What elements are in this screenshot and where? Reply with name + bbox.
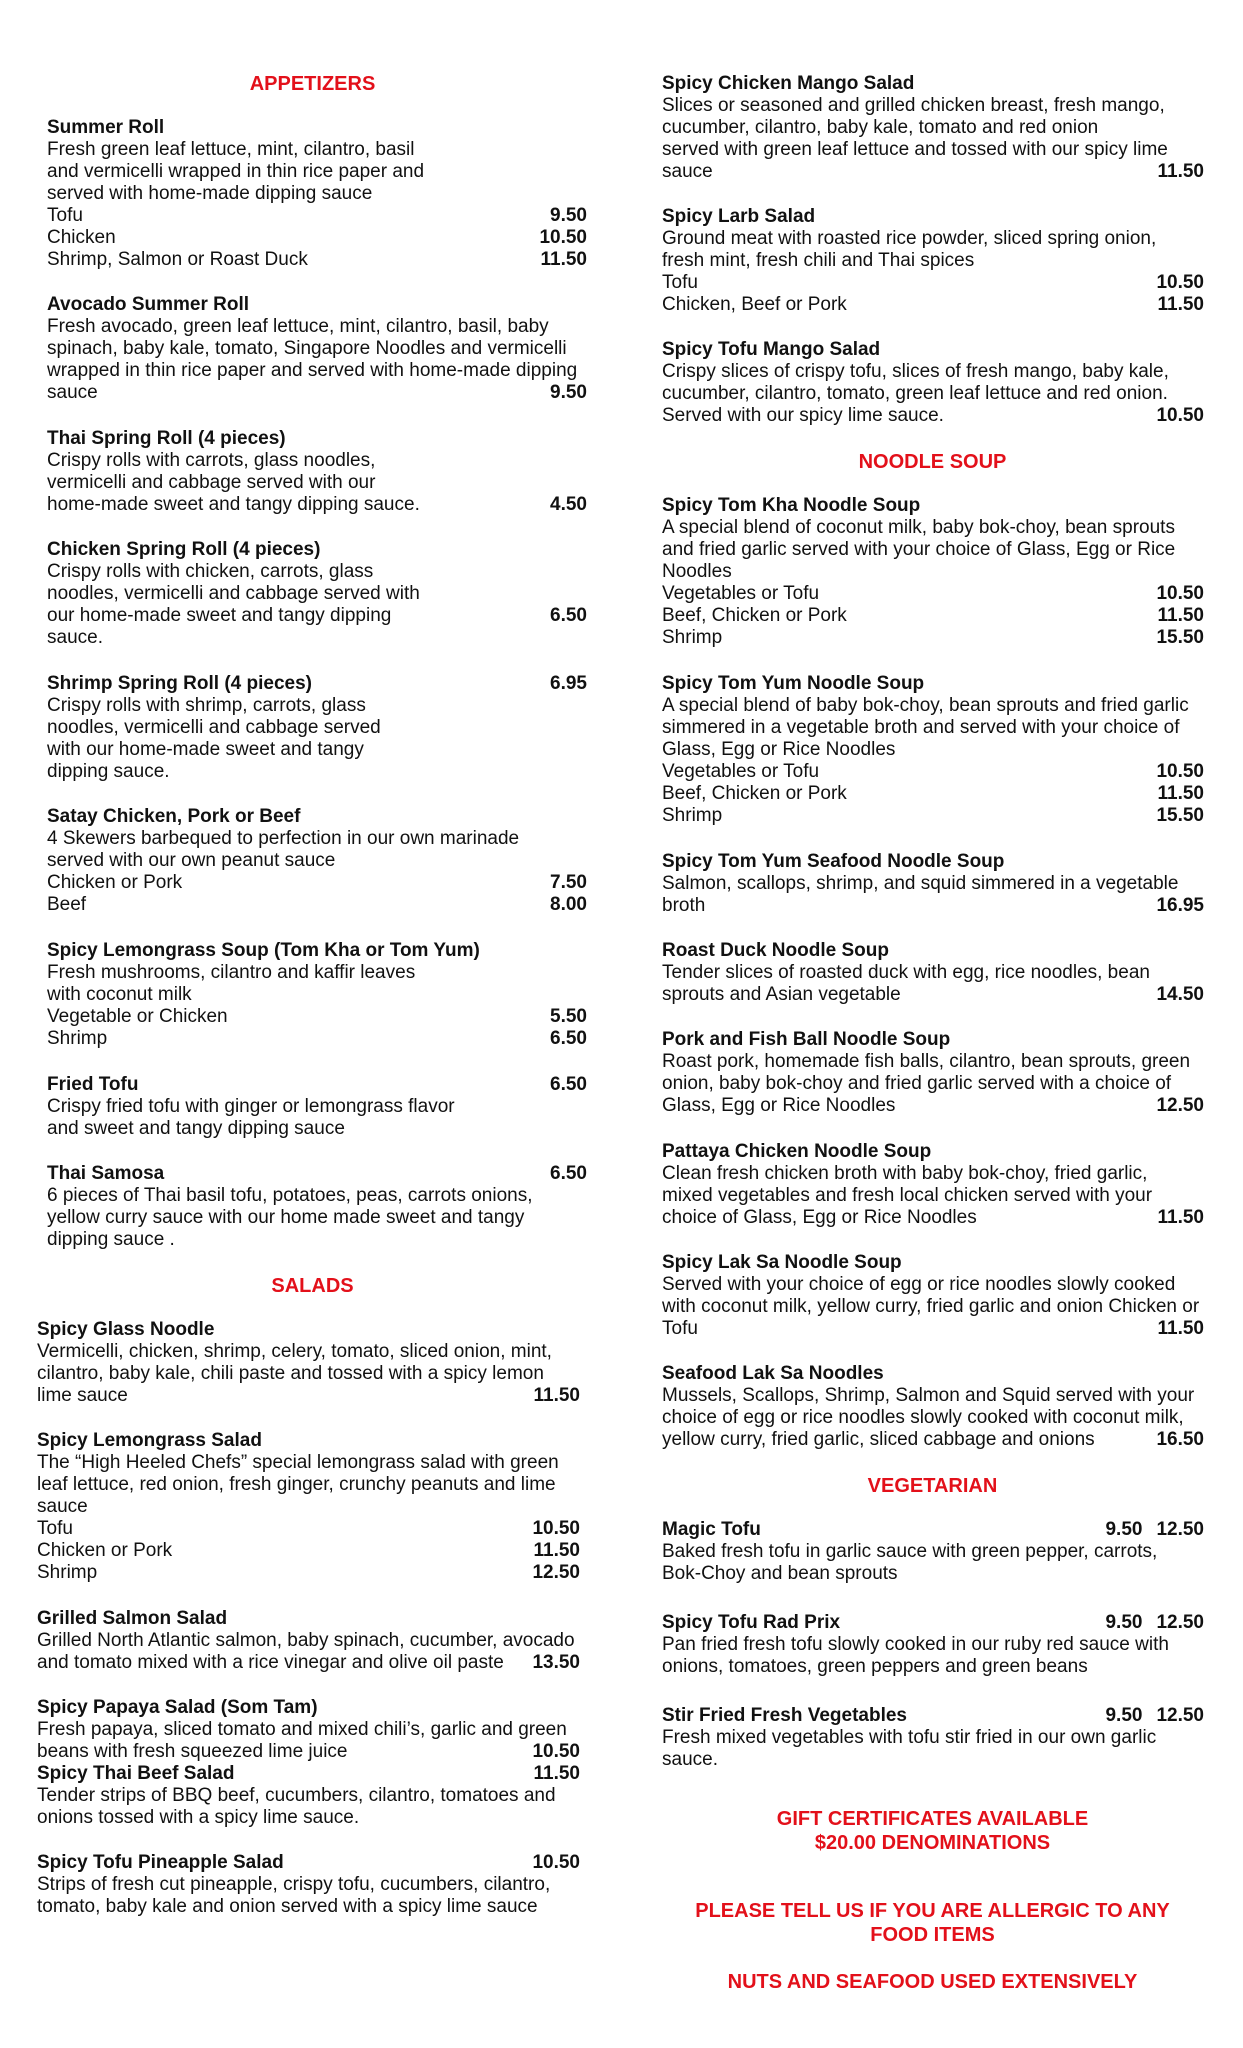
item-description: sauce [662, 161, 713, 182]
menu-item [662, 1029, 1204, 1117]
item-name-row [662, 1612, 1204, 1634]
item-description: with coconut milk [47, 984, 192, 1005]
menu-item [47, 940, 587, 1050]
item-price: 11.50 [1157, 1318, 1204, 1339]
option-price: 11.50 [540, 249, 587, 270]
item-name: Pattaya Chicken Noodle Soup [662, 1141, 932, 1162]
option-price: 10.50 [532, 1518, 580, 1539]
item-description: simmered in a vegetable broth and served with your choice of [662, 717, 1180, 738]
item-price: 11.50 [533, 1763, 580, 1784]
menu-item [662, 851, 1204, 917]
option-label: Chicken [47, 227, 116, 248]
item-price-small: 9.50 [1105, 1519, 1143, 1540]
item-description: A special blend of baby bok-choy, bean sprouts and fried garlic [662, 695, 1189, 716]
item-option-row [662, 294, 1204, 316]
item-description: noodles, vermicelli and cabbage served with [47, 583, 420, 604]
item-price: 14.50 [1156, 984, 1204, 1005]
item-description: mixed vegetables and fresh local chicken served with your [662, 1185, 1153, 1206]
item-description: Crispy slices of crispy tofu, slices of fresh mango, baby kale, [662, 361, 1169, 382]
menu-item [662, 673, 1204, 827]
menu-item [662, 1252, 1204, 1340]
option-price: 5.50 [550, 1006, 587, 1027]
item-option-row [47, 894, 587, 916]
item-option-row [47, 1028, 587, 1050]
notice-line: FOOD ITEMS [870, 1924, 995, 1946]
item-name: Spicy Papaya Salad (Som Tam) [37, 1697, 318, 1718]
option-price: 11.50 [533, 1540, 580, 1561]
item-name-row [47, 1074, 587, 1096]
item-name: Grilled Salmon Salad [37, 1608, 228, 1629]
item-name-row [662, 1519, 1204, 1541]
option-label: Chicken or Pork [37, 1540, 173, 1561]
menu-item [662, 73, 1204, 183]
item-name: Spicy Tom Yum Noodle Soup [662, 673, 925, 694]
item-price: 11.50 [1157, 161, 1204, 182]
menu-item [47, 539, 587, 649]
item-description: fresh mint, fresh chili and Thai spices [662, 250, 975, 271]
option-label: Vegetables or Tofu [662, 761, 820, 782]
item-description: Pan fried fresh tofu slowly cooked in our ruby red sauce with [662, 1634, 1169, 1655]
section-heading: VEGETARIAN [867, 1475, 998, 1497]
item-description: Tender strips of BBQ beef, cucumbers, cilantro, tomatoes and [37, 1785, 556, 1806]
item-name: Thai Samosa [47, 1163, 165, 1184]
item-prices [1105, 1612, 1204, 1634]
item-price-row [47, 605, 587, 627]
menu-item [37, 1319, 580, 1407]
item-name: Fried Tofu [47, 1074, 139, 1095]
item-description: The “High Heeled Chefs” special lemongrass salad with green [37, 1452, 559, 1473]
item-price: 9.50 [550, 382, 587, 403]
item-price-row [662, 984, 1204, 1006]
item-description: sauce. [47, 627, 103, 648]
item-description: Mussels, Scallops, Shrimp, Salmon and Squid served with your [662, 1385, 1195, 1406]
item-price-row [662, 1318, 1204, 1340]
item-name: Spicy Tofu Rad Prix [662, 1612, 841, 1633]
item-description: lime sauce [37, 1385, 128, 1406]
option-price: 10.50 [1156, 583, 1204, 604]
option-label: Beef [47, 894, 87, 915]
option-label: Chicken or Pork [47, 872, 183, 893]
item-option-row [662, 583, 1204, 605]
item-price: 10.50 [532, 1852, 580, 1873]
menu-item [47, 1074, 587, 1140]
item-description: spinach, baby kale, tomato, Singapore Noodles and vermicelli [47, 338, 567, 359]
notice [620, 1899, 1243, 1947]
item-description: Crispy rolls with carrots, glass noodles, [47, 450, 376, 471]
item-price-row [662, 1429, 1204, 1451]
item-description: choice of egg or rice noodles slowly cooked with coconut milk, [662, 1407, 1184, 1428]
menu-item [662, 1363, 1204, 1451]
item-prices [1105, 1519, 1204, 1541]
item-name: Chicken Spring Roll (4 pieces) [47, 539, 321, 560]
menu-item [37, 1697, 580, 1763]
item-description: served with home-made dipping sauce [47, 183, 373, 204]
item-price-row [47, 494, 587, 516]
item-name: Spicy Chicken Mango Salad [662, 73, 915, 94]
option-label: Beef, Chicken or Pork [662, 605, 847, 626]
menu-item [47, 673, 587, 783]
item-price-row [662, 1095, 1204, 1117]
item-price: 13.50 [532, 1652, 580, 1673]
item-description: wrapped in thin rice paper and served with home-made dipping [47, 360, 578, 381]
item-option-row [47, 227, 587, 249]
notice [620, 1970, 1243, 1994]
section-heading: NOODLE SOUP [858, 451, 1007, 473]
item-description: Slices or seasoned and grilled chicken breast, fresh mango, [662, 95, 1165, 116]
item-description: and fried garlic served with your choice of Glass, Egg or Rice [662, 539, 1176, 560]
item-name: Spicy Lemongrass Salad [37, 1430, 262, 1451]
item-name: Roast Duck Noodle Soup [662, 940, 889, 961]
item-price: 16.95 [1156, 895, 1204, 916]
item-price-row [662, 1207, 1204, 1229]
item-description: yellow curry, fried garlic, sliced cabbage and onions [662, 1429, 1095, 1450]
item-price: 16.50 [1156, 1429, 1204, 1450]
option-price: 10.50 [1156, 272, 1204, 293]
item-price: 4.50 [550, 494, 587, 515]
menu-item [37, 1763, 580, 1829]
item-name: Stir Fried Fresh Vegetables [662, 1705, 907, 1726]
item-price-row [662, 895, 1204, 917]
item-description: vermicelli and cabbage served with our [47, 472, 376, 493]
menu-item [662, 1612, 1204, 1678]
item-price: 6.95 [550, 673, 587, 694]
item-description: onion, baby bok-choy and fried garlic served with a choice of [662, 1073, 1172, 1094]
item-description: Served with your choice of egg or rice noodles slowly cooked [662, 1274, 1176, 1295]
item-name: Spicy Tom Yum Seafood Noodle Soup [662, 851, 1005, 872]
item-description: A special blend of coconut milk, baby bok-choy, bean sprouts [662, 517, 1175, 538]
item-price: 12.50 [1156, 1095, 1204, 1116]
item-description: Fresh avocado, green leaf lettuce, mint, cilantro, basil, baby [47, 316, 549, 337]
menu-item [662, 1705, 1204, 1771]
item-description: cilantro, baby kale, chili paste and tossed with a spicy lemon [37, 1363, 544, 1384]
item-description: Crispy rolls with chicken, carrots, glass [47, 561, 374, 582]
menu-item [662, 1519, 1204, 1585]
item-description: sauce [37, 1496, 88, 1517]
menu-item [47, 1163, 587, 1251]
item-description: home-made sweet and tangy dipping sauce. [47, 494, 420, 515]
item-description: beans with fresh squeezed lime juice [37, 1741, 348, 1762]
notice [620, 1807, 1243, 1855]
item-description: and sweet and tangy dipping sauce [47, 1118, 345, 1139]
item-description: Salmon, scallops, shrimp, and squid simmered in a vegetable [662, 873, 1179, 894]
item-name: Spicy Thai Beef Salad [37, 1763, 235, 1784]
option-price: 11.50 [1157, 294, 1204, 315]
item-description: onions tossed with a spicy lime sauce. [37, 1807, 360, 1828]
option-price: 6.50 [550, 1028, 587, 1049]
item-description: sauce [47, 382, 98, 403]
item-description: Fresh mixed vegetables with tofu stir fried in our own garlic [662, 1727, 1157, 1748]
menu-item [47, 117, 587, 271]
item-option-row [47, 1006, 587, 1028]
option-label: Shrimp, Salmon or Roast Duck [47, 249, 308, 270]
option-label: Shrimp [47, 1028, 108, 1049]
item-description: Ground meat with roasted rice powder, sliced spring onion, [662, 228, 1157, 249]
menu-item [662, 940, 1204, 1006]
item-description: sprouts and Asian vegetable [662, 984, 901, 1005]
item-description: with coconut milk, yellow curry, fried garlic and onion Chicken or [662, 1296, 1200, 1317]
item-option-row [662, 761, 1204, 783]
item-name: Spicy Tofu Mango Salad [662, 339, 881, 360]
item-description: Grilled North Atlantic salmon, baby spinach, cucumber, avocado [37, 1630, 575, 1651]
item-price-row [662, 405, 1204, 427]
item-description: served with green leaf lettuce and tossed with our spicy lime [662, 139, 1168, 160]
item-description: Fresh papaya, sliced tomato and mixed chili’s, garlic and green [37, 1719, 567, 1740]
item-description: Strips of fresh cut pineapple, crispy tofu, cucumbers, cilantro, [37, 1874, 551, 1895]
option-price: 15.50 [1156, 805, 1204, 826]
item-option-row [662, 805, 1204, 827]
item-option-row [662, 627, 1204, 649]
item-price-large: 12.50 [1156, 1705, 1204, 1726]
item-description: Crispy rolls with shrimp, carrots, glass [47, 695, 366, 716]
item-price-row [37, 1385, 580, 1407]
menu-item [37, 1852, 580, 1918]
section-heading: APPETIZERS [249, 73, 376, 95]
item-name: Summer Roll [47, 117, 165, 138]
menu-item [662, 1141, 1204, 1229]
item-name-row [662, 1705, 1204, 1727]
item-option-row [47, 872, 587, 894]
item-option-row [37, 1562, 580, 1584]
item-description: sauce. [662, 1749, 718, 1770]
item-description: noodles, vermicelli and cabbage served [47, 717, 381, 738]
item-option-row [47, 205, 587, 227]
menu-item [662, 339, 1204, 427]
item-name-row [37, 1763, 580, 1785]
menu-item [47, 806, 587, 916]
option-label: Vegetables or Tofu [662, 583, 820, 604]
item-name: Seafood Lak Sa Noodles [662, 1363, 884, 1384]
option-price: 7.50 [550, 872, 587, 893]
item-option-row [662, 605, 1204, 627]
item-price-row [662, 161, 1204, 183]
option-price: 12.50 [532, 1562, 580, 1583]
item-name-row [47, 1163, 587, 1185]
item-prices [1105, 1705, 1204, 1727]
item-description: and vermicelli wrapped in thin rice paper and [47, 161, 425, 182]
item-description: with our home-made sweet and tangy [47, 739, 364, 760]
item-description: 4 Skewers barbequed to perfection in our own marinade [47, 828, 520, 849]
item-description: Glass, Egg or Rice Noodles [662, 739, 896, 760]
menu-item [662, 206, 1204, 316]
item-price-row [47, 382, 587, 404]
option-price: 11.50 [1157, 783, 1204, 804]
option-label: Vegetable or Chicken [47, 1006, 228, 1027]
item-description: broth [662, 895, 706, 916]
item-price-large: 12.50 [1156, 1519, 1204, 1540]
notice-line: GIFT CERTIFICATES AVAILABLE [776, 1808, 1089, 1830]
item-name: Avocado Summer Roll [47, 294, 250, 315]
item-price: 10.50 [1156, 405, 1204, 426]
item-price-small: 9.50 [1105, 1612, 1143, 1633]
item-description: tomato, baby kale and onion served with a spicy lime sauce [37, 1896, 538, 1917]
item-description: 6 pieces of Thai basil tofu, potatoes, peas, carrots onions, [47, 1185, 533, 1206]
item-price: 6.50 [550, 1074, 587, 1095]
option-label: Tofu [662, 272, 698, 293]
item-option-row [662, 783, 1204, 805]
item-name: Spicy Lemongrass Soup (Tom Kha or Tom Yum) [47, 940, 480, 961]
item-option-row [662, 272, 1204, 294]
item-description: dipping sauce. [47, 761, 170, 782]
item-description: and tomato mixed with a rice vinegar and olive oil paste [37, 1652, 504, 1673]
item-description: Noodles [662, 561, 732, 582]
item-description: dipping sauce . [47, 1229, 175, 1250]
item-description: Fresh mushrooms, cilantro and kaffir leaves [47, 962, 416, 983]
item-description: leaf lettuce, red onion, fresh ginger, crunchy peanuts and lime [37, 1474, 556, 1495]
section-heading: SALADS [271, 1275, 354, 1297]
option-label: Beef, Chicken or Pork [662, 783, 847, 804]
item-price: 11.50 [1157, 1207, 1204, 1228]
option-label: Chicken, Beef or Pork [662, 294, 847, 315]
item-description: Fresh green leaf lettuce, mint, cilantro, basil [47, 139, 415, 160]
menu-item [37, 1608, 580, 1674]
item-name: Satay Chicken, Pork or Beef [47, 806, 301, 827]
item-name: Spicy Larb Salad [662, 206, 816, 227]
option-price: 10.50 [1156, 761, 1204, 782]
notice-line: PLEASE TELL US IF YOU ARE ALLERGIC TO ANY [695, 1900, 1170, 1922]
item-description: Tender slices of roasted duck with egg, rice noodles, bean [662, 962, 1150, 983]
item-price: 6.50 [550, 605, 587, 626]
item-option-row [37, 1540, 580, 1562]
item-description: Tofu [662, 1318, 698, 1339]
item-description: served with our own peanut sauce [47, 850, 336, 871]
item-option-row [37, 1518, 580, 1540]
menu-item [47, 294, 587, 404]
item-name: Spicy Lak Sa Noodle Soup [662, 1252, 902, 1273]
item-description: Crispy fried tofu with ginger or lemongrass flavor [47, 1096, 455, 1117]
item-name-row [37, 1852, 580, 1874]
item-description: Glass, Egg or Rice Noodles [662, 1095, 896, 1116]
item-price: 10.50 [532, 1741, 580, 1762]
item-description: Served with our spicy lime sauce. [662, 405, 944, 426]
item-description: cucumber, cilantro, tomato, green leaf lettuce and red onion. [662, 383, 1168, 404]
item-name: Thai Spring Roll (4 pieces) [47, 428, 286, 449]
option-label: Tofu [47, 205, 83, 226]
item-description: yellow curry sauce with our home made sweet and tangy [47, 1207, 525, 1228]
item-name: Spicy Tofu Pineapple Salad [37, 1852, 284, 1873]
option-label: Shrimp [662, 805, 723, 826]
item-name: Spicy Glass Noodle [37, 1319, 215, 1340]
item-option-row [47, 249, 587, 271]
item-price: 11.50 [533, 1385, 580, 1406]
item-name: Shrimp Spring Roll (4 pieces) [47, 673, 312, 694]
item-price-small: 9.50 [1105, 1705, 1143, 1726]
item-description: Clean fresh chicken broth with baby bok-choy, fried garlic, [662, 1163, 1148, 1184]
item-description: Baked fresh tofu in garlic sauce with green pepper, carrots, [662, 1541, 1158, 1562]
option-price: 9.50 [550, 205, 587, 226]
item-price-large: 12.50 [1156, 1612, 1204, 1633]
item-name: Pork and Fish Ball Noodle Soup [662, 1029, 951, 1050]
item-name: Spicy Tom Kha Noodle Soup [662, 495, 921, 516]
item-description: Bok-Choy and bean sprouts [662, 1563, 898, 1584]
option-label: Shrimp [37, 1562, 98, 1583]
menu-item [662, 495, 1204, 649]
notice-line: NUTS AND SEAFOOD USED EXTENSIVELY [727, 1971, 1138, 1993]
item-price-row [37, 1652, 580, 1674]
item-description: choice of Glass, Egg or Rice Noodles [662, 1207, 977, 1228]
item-name: Magic Tofu [662, 1519, 761, 1540]
notice-line: $20.00 DENOMINATIONS [814, 1832, 1051, 1854]
item-name-row [47, 673, 587, 695]
item-price-row [37, 1741, 580, 1763]
option-label: Tofu [37, 1518, 73, 1539]
item-price: 6.50 [550, 1163, 587, 1184]
item-description: Roast pork, homemade fish balls, cilantro, bean sprouts, green [662, 1051, 1191, 1072]
option-label: Shrimp [662, 627, 723, 648]
option-price: 11.50 [1157, 605, 1204, 626]
item-description: Vermicelli, chicken, shrimp, celery, tomato, sliced onion, mint, [37, 1341, 552, 1362]
option-price: 10.50 [539, 227, 587, 248]
item-description: cucumber, cilantro, baby kale, tomato and red onion [662, 117, 1099, 138]
option-price: 15.50 [1156, 627, 1204, 648]
menu-item [47, 428, 587, 516]
item-description: our home-made sweet and tangy dipping [47, 605, 392, 626]
menu-item [37, 1430, 580, 1584]
item-description: onions, tomatoes, green peppers and green beans [662, 1656, 1088, 1677]
option-price: 8.00 [550, 894, 587, 915]
